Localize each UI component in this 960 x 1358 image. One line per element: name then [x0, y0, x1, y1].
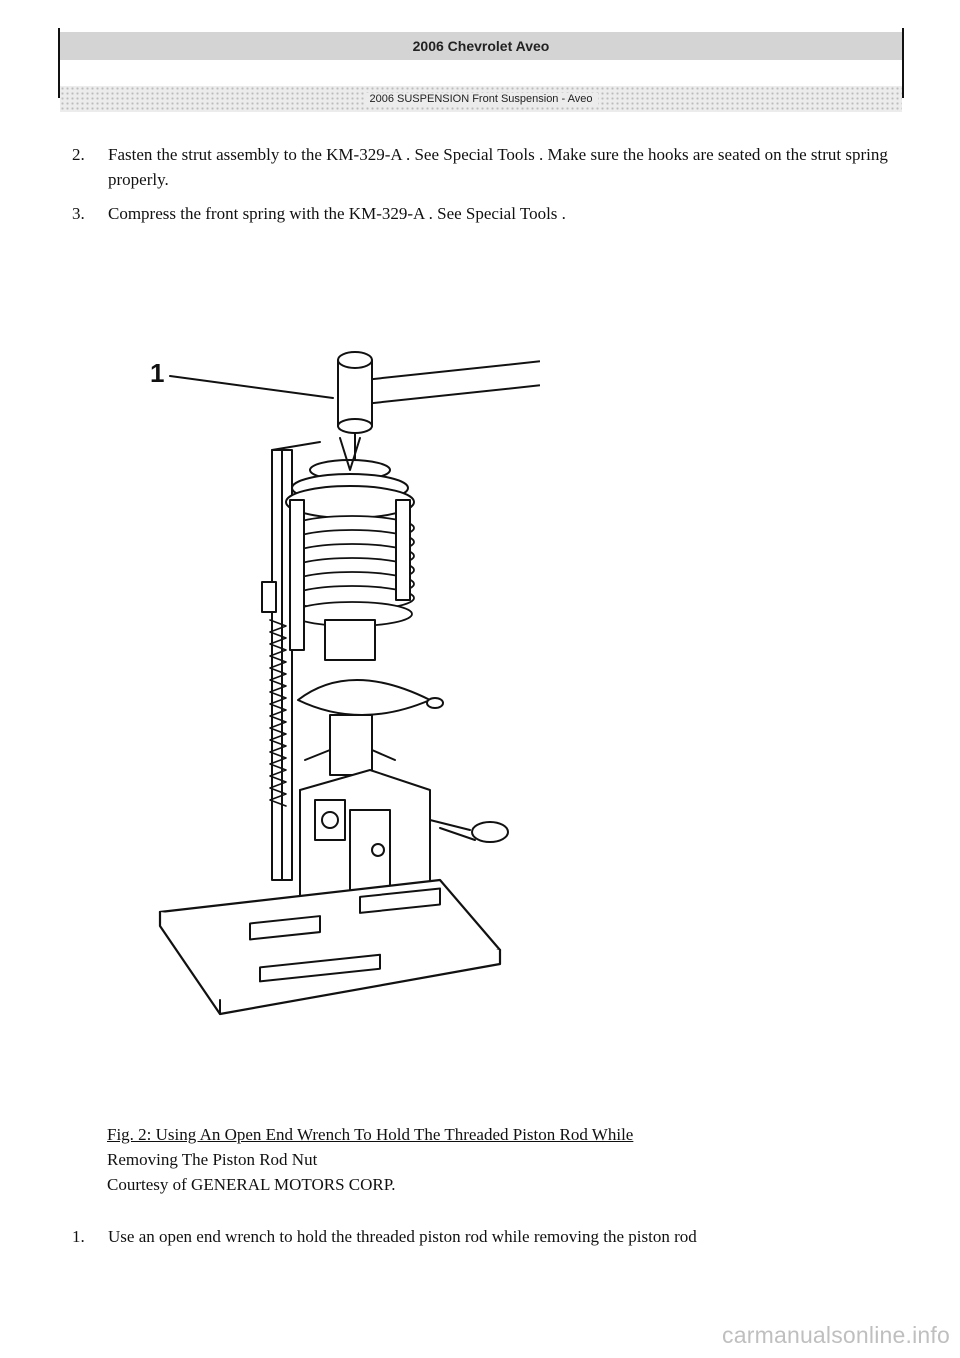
header-subtitle-text: 2006 SUSPENSION Front Suspension - Aveo [364, 93, 599, 105]
caption-credit: Courtesy of GENERAL MOTORS CORP. [107, 1175, 396, 1194]
step-item [72, 201, 892, 226]
header-title: 2006 Chevrolet Aveo [60, 32, 902, 60]
watermark: carmanualsonline.info [722, 1322, 950, 1348]
header-subtitle [60, 86, 902, 112]
caption-line2: Removing The Piston Rod Nut [107, 1150, 318, 1169]
caption-title: Fig. 2: Using An Open End Wrench To Hold The Threaded Piston Rod While [107, 1125, 634, 1144]
callout-label: 1 [150, 358, 165, 388]
page-header [58, 28, 904, 105]
step-number: 3. [72, 204, 85, 223]
step-text: Use an open end wrench to hold the threaded piston rod while removing the piston rod [108, 1227, 697, 1246]
figure-caption [107, 1122, 867, 1197]
step-number: 2. [72, 145, 85, 164]
strut-compressor-drawing [140, 320, 540, 1080]
strut-compressor-illustration [140, 320, 540, 1080]
step-item [72, 142, 892, 192]
step-text: Compress the front spring with the KM-329-A . See Special Tools . [108, 204, 566, 223]
step-item [72, 1224, 892, 1249]
step-number: 1. [72, 1227, 85, 1246]
step-text: Fasten the strut assembly to the KM-329-A . See Special Tools . Make sure the hooks are seated on the strut spring properly. [108, 145, 888, 189]
